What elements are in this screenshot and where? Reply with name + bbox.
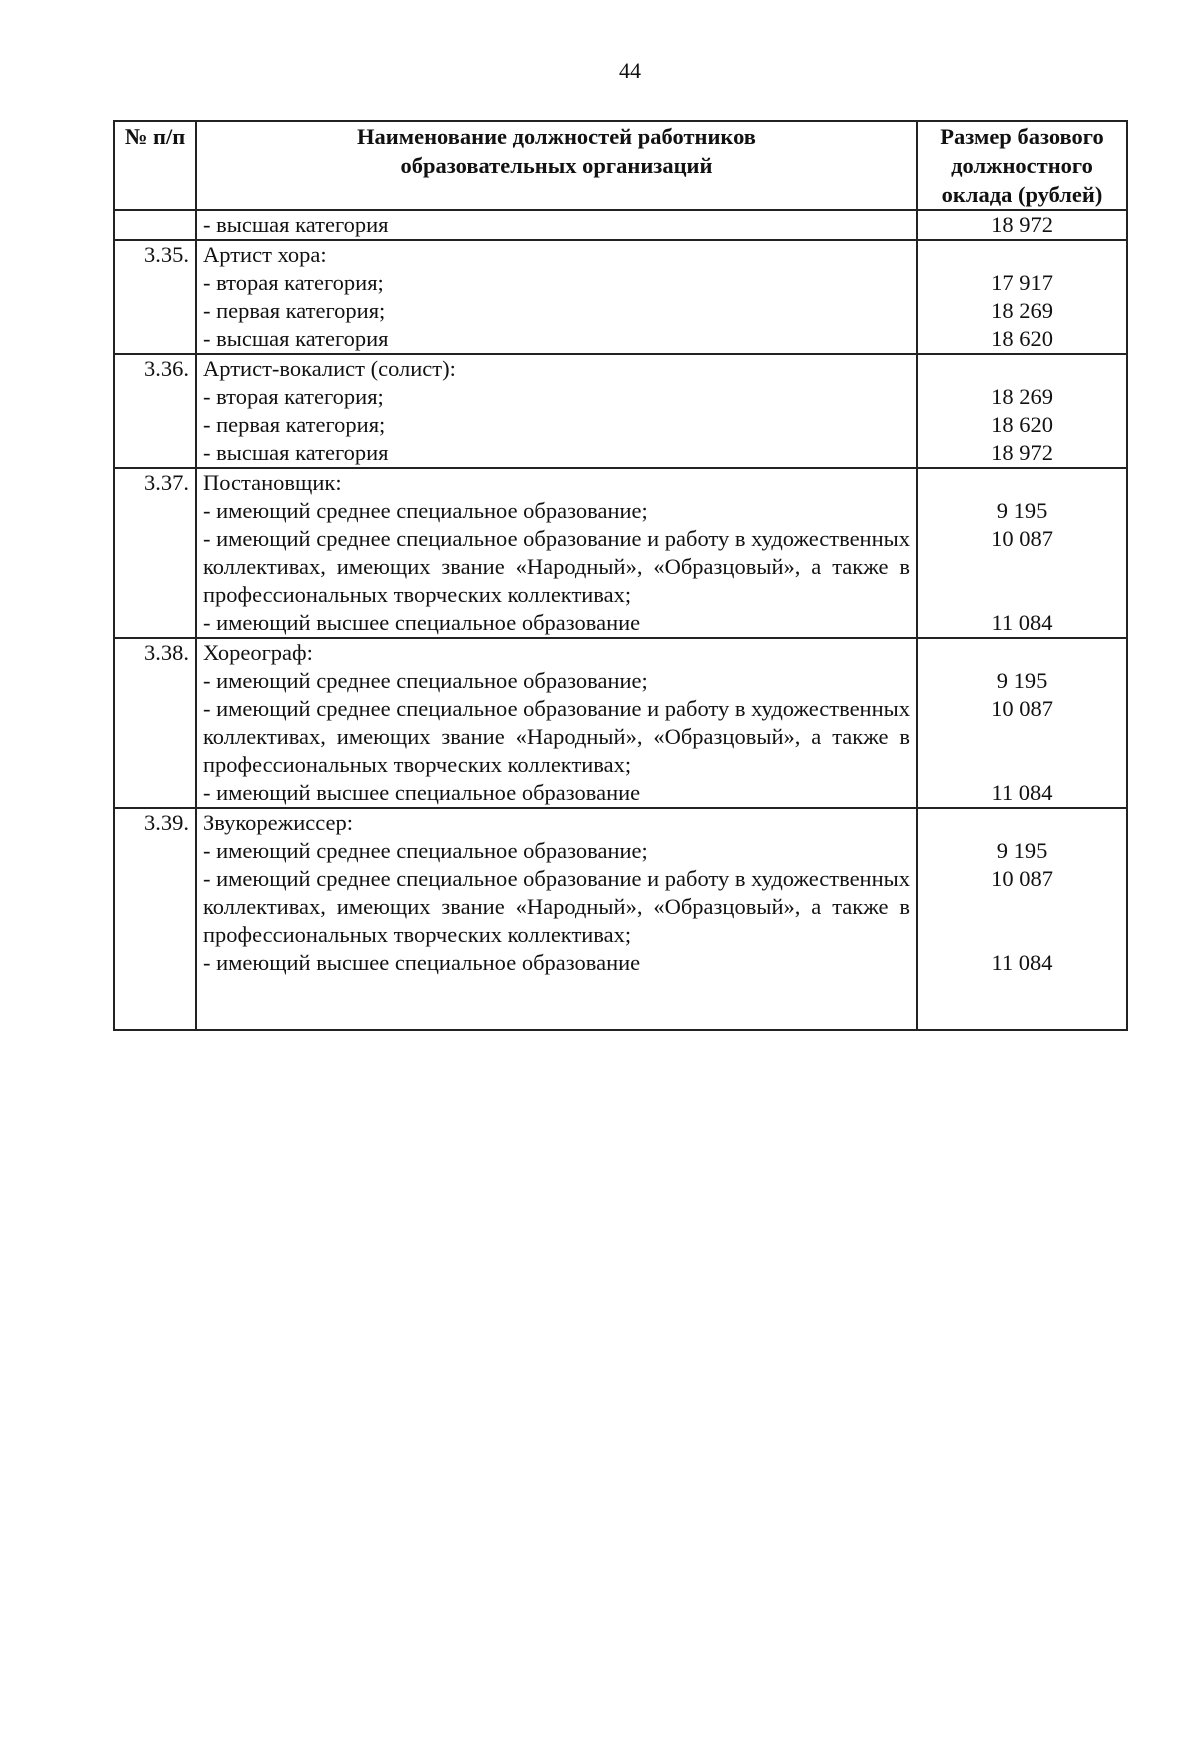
row-value — [917, 240, 1127, 269]
row-value: 9 195 — [917, 667, 1127, 695]
row-num — [114, 411, 196, 439]
header-num: № п/п — [114, 121, 196, 210]
row-value: 9 195 — [917, 837, 1127, 865]
continuation-group — [114, 210, 1127, 240]
table-row — [114, 695, 1127, 779]
table-row — [114, 383, 1127, 411]
group-title: Артист хора: — [196, 240, 917, 269]
row-value — [917, 354, 1127, 383]
row-num — [114, 297, 196, 325]
table-row — [114, 269, 1127, 297]
row-name: - высшая категория — [196, 439, 917, 468]
row-value: 18 972 — [917, 439, 1127, 468]
row-value: 11 084 — [917, 609, 1127, 638]
page-number: 44 — [619, 58, 641, 83]
row-value: 9 195 — [917, 497, 1127, 525]
row-name: - имеющий среднее специальное образование и работу в художественных коллективах, имеющих звание «Народный», «Образцовый», а также в профессиональных творческих коллективах; — [196, 865, 917, 949]
row-value: 18 620 — [917, 411, 1127, 439]
position-group — [114, 808, 1127, 1030]
row-name: - имеющий среднее специальное образование; — [196, 497, 917, 525]
row-num — [114, 837, 196, 865]
table-row — [114, 638, 1127, 667]
table-row — [114, 949, 1127, 977]
position-group — [114, 240, 1127, 354]
row-num — [114, 949, 196, 977]
table-row — [114, 468, 1127, 497]
row-num: 3.37. — [114, 468, 196, 497]
position-group — [114, 468, 1127, 638]
row-num — [114, 269, 196, 297]
group-title: Постановщик: — [196, 468, 917, 497]
row-num — [114, 383, 196, 411]
row-num — [114, 865, 196, 949]
row-name: - вторая категория; — [196, 269, 917, 297]
position-group — [114, 354, 1127, 468]
row-value: 10 087 — [917, 525, 1127, 609]
row-value — [917, 808, 1127, 837]
row-name: - первая категория; — [196, 411, 917, 439]
salary-table — [113, 120, 1128, 1031]
row-num — [114, 210, 196, 240]
table-row — [114, 297, 1127, 325]
row-value: 17 917 — [917, 269, 1127, 297]
table-row — [114, 325, 1127, 354]
position-group — [114, 638, 1127, 808]
group-title: Звукорежиссер: — [196, 808, 917, 837]
row-num: 3.36. — [114, 354, 196, 383]
header-name: Наименование должностей работников образовательных организаций — [196, 121, 917, 210]
row-value — [917, 638, 1127, 667]
group-title: Хореограф: — [196, 638, 917, 667]
row-value: 18 269 — [917, 297, 1127, 325]
row-value: 10 087 — [917, 865, 1127, 949]
row-num — [114, 977, 196, 1030]
row-value: 10 087 — [917, 695, 1127, 779]
table-row — [114, 354, 1127, 383]
row-value: 18 972 — [917, 210, 1127, 240]
row-num — [114, 525, 196, 609]
row-num — [114, 325, 196, 354]
table-row — [114, 865, 1127, 949]
table-row — [114, 779, 1127, 808]
table-row — [114, 837, 1127, 865]
table-row — [114, 497, 1127, 525]
table-row — [114, 525, 1127, 609]
row-name: - имеющий среднее специальное образование и работу в художественных коллективах, имеющих звание «Народный», «Образцовый», а также в профессиональных творческих коллективах; — [196, 695, 917, 779]
row-name: - высшая категория — [196, 210, 917, 240]
row-value — [917, 468, 1127, 497]
row-value: 11 084 — [917, 949, 1127, 977]
row-num: 3.38. — [114, 638, 196, 667]
row-name: - имеющий высшее специальное образование — [196, 949, 917, 977]
row-value: 18 620 — [917, 325, 1127, 354]
row-name: - имеющий высшее специальное образование — [196, 779, 917, 808]
row-num — [114, 779, 196, 808]
table-row — [114, 808, 1127, 837]
header-salary: Размер базового должностного оклада (рублей) — [917, 121, 1127, 210]
row-num — [114, 609, 196, 638]
row-name: - имеющий высшее специальное образование — [196, 609, 917, 638]
table-row — [114, 240, 1127, 269]
table-row — [114, 210, 1127, 240]
row-num: 3.39. — [114, 808, 196, 837]
table-row — [114, 667, 1127, 695]
row-name: - имеющий среднее специальное образование; — [196, 837, 917, 865]
table-row — [114, 977, 1127, 1030]
row-value: 11 084 — [917, 779, 1127, 808]
table-row — [114, 411, 1127, 439]
row-name: - вторая категория; — [196, 383, 917, 411]
row-name — [196, 977, 917, 1030]
row-name: - имеющий среднее специальное образование и работу в художественных коллективах, имеющих звание «Народный», «Образцовый», а также в профессиональных творческих коллективах; — [196, 525, 917, 609]
row-name: - первая категория; — [196, 297, 917, 325]
table-row — [114, 439, 1127, 468]
row-value: 18 269 — [917, 383, 1127, 411]
row-num — [114, 695, 196, 779]
table-row — [114, 609, 1127, 638]
row-name: - высшая категория — [196, 325, 917, 354]
row-name: - имеющий среднее специальное образование; — [196, 667, 917, 695]
row-value — [917, 977, 1127, 1030]
table-header — [114, 121, 1127, 210]
group-title: Артист-вокалист (солист): — [196, 354, 917, 383]
row-num — [114, 667, 196, 695]
row-num: 3.35. — [114, 240, 196, 269]
row-num — [114, 497, 196, 525]
row-num — [114, 439, 196, 468]
